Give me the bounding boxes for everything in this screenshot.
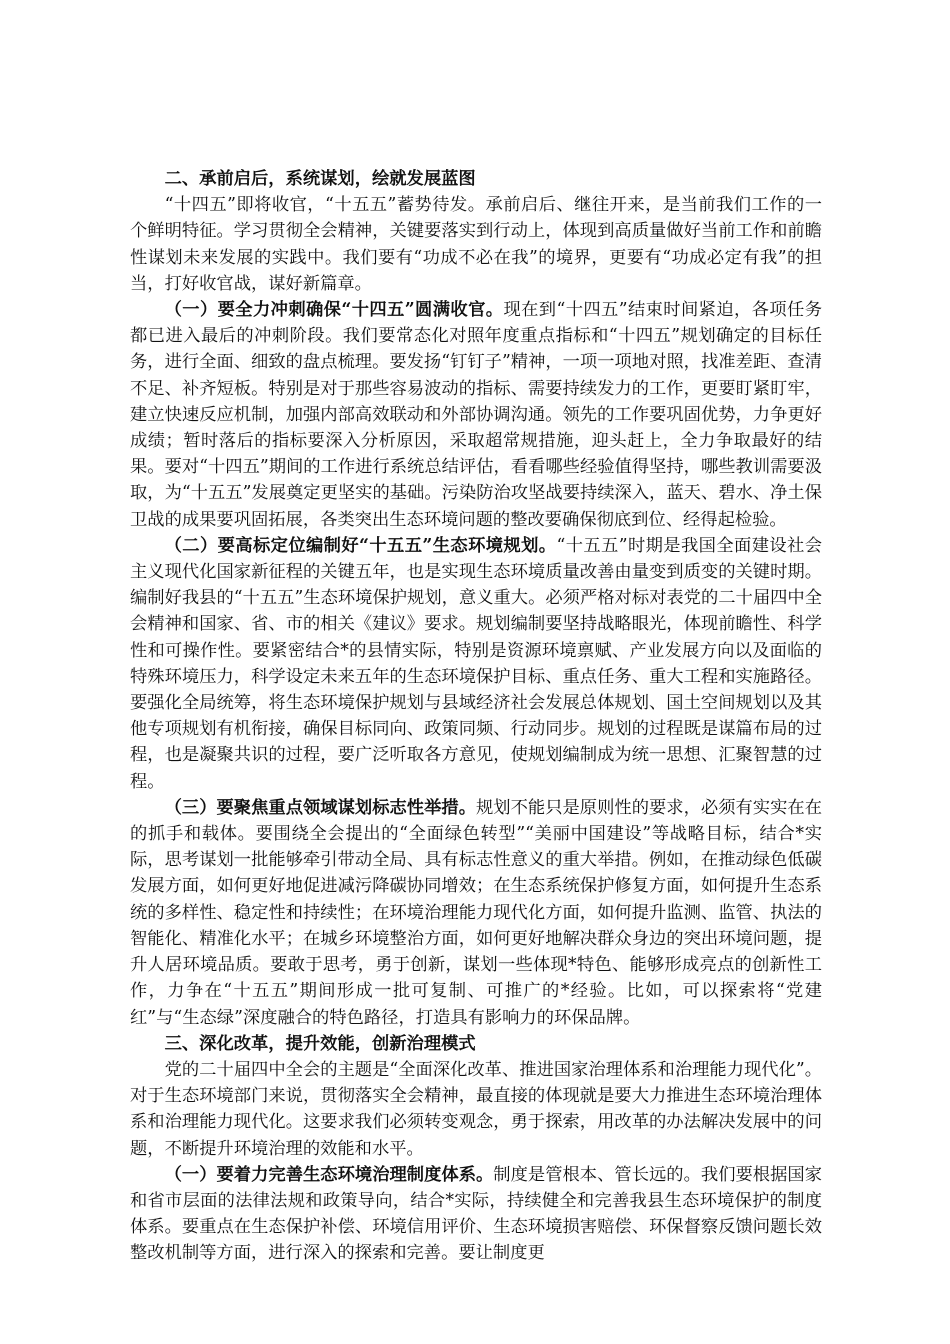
- subsection-paragraph: [130, 297, 822, 533]
- section-heading: 三、深化改革，提升效能，创新治理模式: [164, 1033, 476, 1054]
- subsection-paragraph: [130, 1162, 822, 1267]
- document-body: [130, 166, 822, 1267]
- section-heading: 二、承前启后，系统谋划，绘就发展蓝图: [164, 169, 476, 189]
- section-intro-paragraph: 党的二十届四中全会的主题是“全面深化改革、推进国家治理体系和治理能力现代化”。对于生态环境部门来说，贯彻落实全会精神，最直接的体现就是要大力推进生态环境治理体系和治理能力现代化。这要求我们必须转变观念，勇于探索，用改革的办法解决发展中的问题，不断提升环境治理的效能和水平。: [130, 1059, 822, 1159]
- subsection-body: 规划不能只是原则性的要求，必须有实实在在的抓手和载体。要围绕全会提出的“全面绿色转型”“美丽中国建设”等战略目标，结合*实际，思考谋划一批能够牵引带动全局、具有标志性意义的重大举措。例如，在推动绿色低碳发展方面，如何更好地促进减污降碳协同增效；在生态系统保护修复方面，如何提升生态系统的多样性、稳定性和持续性；在环境治理能力现代化方面，如何提升监测、监管、执法的智能化、精准化水平；在城乡环境整治方面，如何更好地解决群众身边的突出环境问题，提升人居环境品质。要敢于思考，勇于创新，谋划一些体现*特色、能够形成亮点的创新性工作，力争在“十五五”期间形成一批可复制、可推广的*经验。比如，可以探索将“党建红”与“生态绿”深度融合的特色路径，打造具有影响力的环保品牌。: [130, 797, 822, 1028]
- subsection-lead: （一）要全力冲刺确保“十四五”圆满收官。: [164, 300, 504, 321]
- section-intro-paragraph: “十四五”即将收官，“十五五”蓄势待发。承前启后、继往开来，是当前我们工作的一个鲜明特征。学习贯彻全会精神，关键要落实到行动上，体现到高质量做好当前工作和前瞻性谋划未来发展的实践中。我们要有“功成不必在我”的境界，更要有“功成必定有我”的担当，打好收官战，谋好新篇章。: [130, 195, 822, 294]
- subsection-paragraph: [130, 795, 822, 1031]
- subsection-lead: （二）要高标定位编制好“十五五”生态环境规划。: [164, 535, 557, 556]
- subsection-lead: （一）要着力完善生态环境治理制度体系。: [164, 1164, 494, 1185]
- subsection-lead: （三）要聚焦重点领域谋划标志性举措。: [164, 797, 476, 818]
- subsection-body: “十五五”时期是我国全面建设社会主义现代化国家新征程的关键五年，也是实现生态环境质量改善由量变到质变的关键时期。编制好我县的“十五五”生态环境保护规划，意义重大。必须严格对标对表党的二十届四中全会精神和国家、省、市的相关《建议》要求。规划编制要坚持战略眼光，体现前瞻性、科学性和可操作性。要紧密结合*的县情实际，特别是资源环境禀赋、产业发展方向以及面临的特殊环境压力，科学设定未来五年的生态环境保护目标、重点任务、重大工程和实施路径。要强化全局统筹，将生态环境保护规划与县域经济社会发展总体规划、国土空间规划以及其他专项规划有机衔接，确保目标同向、政策同频、行动同步。规划的过程既是谋篇布局的过程，也是凝聚共识的过程，要广泛听取各方意见，使规划编制成为统一思想、汇聚智慧的过程。: [130, 535, 822, 792]
- subsection-paragraph: [130, 533, 822, 795]
- subsection-body: 制度是管根本、管长远的。我们要根据国家和省市层面的法律法规和政策导向，结合*实际，持续健全和完善我县生态环境保护的制度体系。要重点在生态保护补偿、环境信用评价、生态环境损害赔偿、环保督察反馈问题长效整改机制等方面，进行深入的探索和完善。要让制度更: [130, 1164, 822, 1264]
- subsection-body: 现在到“十四五”结束时间紧迫，各项任务都已进入最后的冲刺阶段。我们要常态化对照年度重点指标和“十四五”规划确定的目标任务，进行全面、细致的盘点梳理。要发扬“钉钉子”精神，一项一项地对照，找准差距、查清不足、补齐短板。特别是对于那些容易波动的指标、需要持续发力的工作，更要盯紧盯牢，建立快速反应机制，加强内部高效联动和外部协调沟通。领先的工作要巩固优势，力争更好成绩；暂时落后的指标要深入分析原因，采取超常规措施，迎头赶上，全力争取最好的结果。要对“十四五”期间的工作进行系统总结评估，看看哪些经验值得坚持，哪些教训需要汲取，为“十五五”发展奠定更坚实的基础。污染防治攻坚战要持续深入，蓝天、碧水、净土保卫战的成果要巩固拓展，各类突出生态环境问题的整改要确保彻底到位、经得起检验。: [130, 300, 822, 530]
